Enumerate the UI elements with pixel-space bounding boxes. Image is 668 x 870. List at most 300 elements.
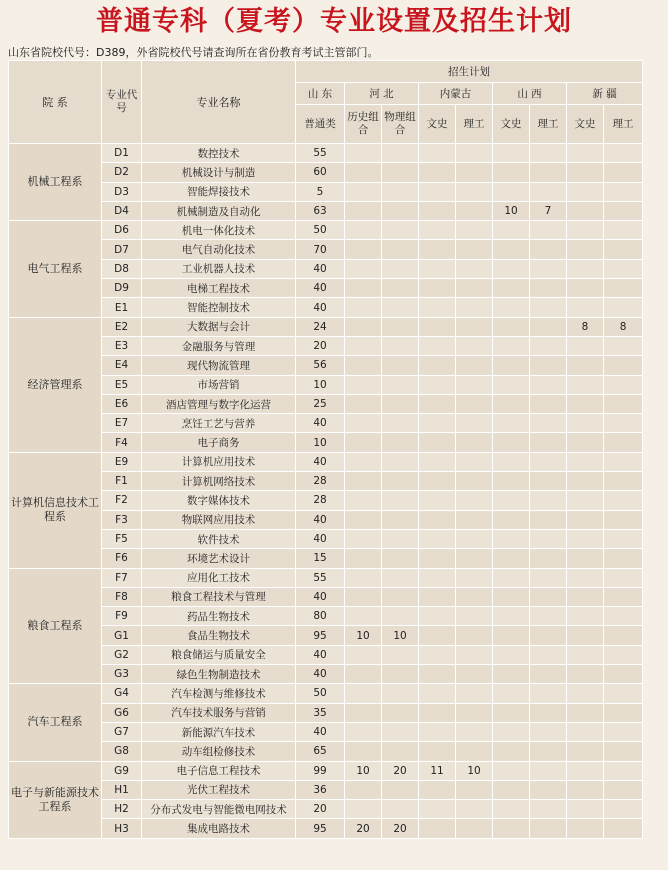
quota-cell [419, 414, 456, 433]
quota-cell [456, 722, 493, 741]
quota-cell [567, 452, 604, 471]
quota-cell [567, 375, 604, 394]
header-province: 山 东 [296, 83, 345, 105]
quota-cell [567, 780, 604, 799]
quota-cell [493, 626, 530, 645]
quota-cell: 50 [296, 684, 345, 703]
quota-cell [604, 452, 643, 471]
major-name-cell: 环境艺术设计 [142, 549, 296, 568]
quota-cell [345, 800, 382, 819]
quota-cell [530, 452, 567, 471]
quota-cell [604, 336, 643, 355]
major-code-cell: F6 [102, 549, 142, 568]
major-name-cell: 集成电路技术 [142, 819, 296, 838]
quota-cell [345, 259, 382, 278]
quota-cell [456, 800, 493, 819]
quota-cell [419, 356, 456, 375]
quota-cell [530, 742, 567, 761]
major-name-cell: 应用化工技术 [142, 568, 296, 587]
quota-cell [604, 819, 643, 838]
quota-cell [419, 800, 456, 819]
major-code-cell: H3 [102, 819, 142, 838]
quota-cell [382, 549, 419, 568]
quota-cell [604, 607, 643, 626]
quota-cell [530, 144, 567, 163]
quota-cell [530, 722, 567, 741]
quota-cell: 36 [296, 780, 345, 799]
quota-cell: 40 [296, 645, 345, 664]
quota-cell [493, 529, 530, 548]
quota-cell [530, 800, 567, 819]
quota-cell [530, 279, 567, 298]
header-name: 专业名称 [142, 61, 296, 144]
quota-cell [419, 819, 456, 838]
major-code-cell: G8 [102, 742, 142, 761]
quota-cell [345, 510, 382, 529]
quota-cell [604, 240, 643, 259]
major-code-cell: E4 [102, 356, 142, 375]
quota-cell: 24 [296, 317, 345, 336]
quota-cell [345, 144, 382, 163]
quota-cell [382, 645, 419, 664]
quota-cell [493, 491, 530, 510]
table-row [9, 568, 643, 587]
header-sub: 文史 [419, 105, 456, 144]
quota-cell [382, 182, 419, 201]
quota-cell [419, 491, 456, 510]
quota-cell [382, 703, 419, 722]
quota-cell [530, 163, 567, 182]
quota-cell [567, 298, 604, 317]
quota-cell: 40 [296, 279, 345, 298]
quota-cell: 10 [296, 433, 345, 452]
table-row [9, 298, 643, 317]
quota-cell [567, 433, 604, 452]
quota-cell [419, 144, 456, 163]
major-code-cell: D1 [102, 144, 142, 163]
quota-cell [493, 645, 530, 664]
department-cell: 汽车工程系 [9, 684, 102, 761]
quota-cell [419, 375, 456, 394]
major-name-cell: 汽车检测与维修技术 [142, 684, 296, 703]
quota-cell [567, 684, 604, 703]
institution-code-note: 山东省院校代号：D389，外省院校代号请查询所在省份教育考试主管部门。 [8, 46, 379, 59]
quota-cell [456, 394, 493, 413]
quota-cell [604, 800, 643, 819]
quota-cell [493, 665, 530, 684]
quota-cell: 10 [382, 626, 419, 645]
major-code-cell: H2 [102, 800, 142, 819]
table-row [9, 201, 643, 220]
quota-cell [493, 356, 530, 375]
quota-cell: 40 [296, 414, 345, 433]
quota-cell: 28 [296, 472, 345, 491]
major-code-cell: E1 [102, 298, 142, 317]
quota-cell [345, 742, 382, 761]
quota-cell [604, 259, 643, 278]
quota-cell [382, 163, 419, 182]
table-row [9, 433, 643, 452]
quota-cell [604, 472, 643, 491]
major-name-cell: 机械制造及自动化 [142, 201, 296, 220]
quota-cell [530, 356, 567, 375]
quota-cell [345, 356, 382, 375]
quota-cell [530, 645, 567, 664]
quota-cell [530, 626, 567, 645]
department-cell: 机械工程系 [9, 144, 102, 221]
quota-cell [382, 472, 419, 491]
quota-cell [530, 780, 567, 799]
quota-cell [345, 472, 382, 491]
quota-cell [604, 684, 643, 703]
major-name-cell: 大数据与会计 [142, 317, 296, 336]
table-row [9, 452, 643, 471]
quota-cell [530, 529, 567, 548]
quota-cell [567, 626, 604, 645]
quota-cell [604, 626, 643, 645]
table-row [9, 742, 643, 761]
quota-cell [419, 221, 456, 240]
major-code-cell: D7 [102, 240, 142, 259]
quota-cell [382, 722, 419, 741]
major-name-cell: 物联网应用技术 [142, 510, 296, 529]
quota-cell: 28 [296, 491, 345, 510]
quota-cell [567, 472, 604, 491]
major-code-cell: E9 [102, 452, 142, 471]
table-row [9, 394, 643, 413]
quota-cell [345, 414, 382, 433]
table-row [9, 780, 643, 799]
quota-cell [345, 317, 382, 336]
quota-cell [567, 491, 604, 510]
quota-cell [345, 665, 382, 684]
quota-cell [382, 394, 419, 413]
quota-cell [530, 549, 567, 568]
quota-cell [567, 665, 604, 684]
header-sub: 文史 [493, 105, 530, 144]
quota-cell [345, 529, 382, 548]
quota-cell [493, 279, 530, 298]
quota-cell [345, 703, 382, 722]
quota-cell [345, 279, 382, 298]
table-row [9, 587, 643, 606]
table-row [9, 336, 643, 355]
major-name-cell: 电气自动化技术 [142, 240, 296, 259]
quota-cell [382, 491, 419, 510]
quota-cell [456, 607, 493, 626]
quota-cell [456, 510, 493, 529]
quota-cell [567, 394, 604, 413]
quota-cell: 55 [296, 568, 345, 587]
quota-cell [493, 761, 530, 780]
major-name-cell: 金融服务与管理 [142, 336, 296, 355]
quota-cell [604, 394, 643, 413]
quota-cell [493, 510, 530, 529]
quota-cell [604, 221, 643, 240]
header-sub: 理工 [604, 105, 643, 144]
quota-cell [604, 529, 643, 548]
quota-cell [567, 549, 604, 568]
quota-cell [382, 221, 419, 240]
quota-cell [567, 529, 604, 548]
quota-cell [382, 144, 419, 163]
quota-cell [493, 742, 530, 761]
quota-cell [567, 645, 604, 664]
major-name-cell: 电子信息工程技术 [142, 761, 296, 780]
major-name-cell: 智能焊接技术 [142, 182, 296, 201]
quota-cell [382, 510, 419, 529]
major-name-cell: 工业机器人技术 [142, 259, 296, 278]
major-code-cell: F2 [102, 491, 142, 510]
quota-cell [604, 568, 643, 587]
quota-cell [456, 626, 493, 645]
quota-cell [456, 472, 493, 491]
quota-cell: 20 [296, 800, 345, 819]
quota-cell: 25 [296, 394, 345, 413]
quota-cell [419, 684, 456, 703]
quota-cell [419, 742, 456, 761]
major-code-cell: G9 [102, 761, 142, 780]
table-row [9, 703, 643, 722]
quota-cell: 10 [345, 761, 382, 780]
quota-cell [382, 607, 419, 626]
major-name-cell: 机电一体化技术 [142, 221, 296, 240]
quota-cell [493, 549, 530, 568]
table-row [9, 529, 643, 548]
quota-cell [604, 163, 643, 182]
quota-cell [345, 491, 382, 510]
major-code-cell: F8 [102, 587, 142, 606]
quota-cell [530, 317, 567, 336]
quota-cell: 10 [296, 375, 345, 394]
quota-cell [530, 259, 567, 278]
quota-cell: 20 [382, 819, 419, 838]
quota-cell [604, 761, 643, 780]
header-province: 河 北 [345, 83, 419, 105]
major-name-cell: 计算机网络技术 [142, 472, 296, 491]
quota-cell [567, 336, 604, 355]
quota-cell [493, 375, 530, 394]
quota-cell [345, 221, 382, 240]
quota-cell [604, 703, 643, 722]
quota-cell [382, 356, 419, 375]
quota-cell [419, 607, 456, 626]
quota-cell [493, 182, 530, 201]
table-row [9, 684, 643, 703]
quota-cell [456, 279, 493, 298]
quota-cell [456, 317, 493, 336]
quota-cell [604, 665, 643, 684]
quota-cell [382, 414, 419, 433]
quota-cell: 95 [296, 819, 345, 838]
table-row [9, 356, 643, 375]
quota-cell [419, 317, 456, 336]
quota-cell [530, 587, 567, 606]
quota-cell [567, 568, 604, 587]
quota-cell [419, 433, 456, 452]
quota-cell [493, 414, 530, 433]
quota-cell [419, 703, 456, 722]
major-code-cell: E5 [102, 375, 142, 394]
quota-cell [604, 510, 643, 529]
quota-cell [567, 703, 604, 722]
table-row [9, 800, 643, 819]
quota-cell [530, 433, 567, 452]
quota-cell [382, 742, 419, 761]
quota-cell: 40 [296, 298, 345, 317]
quota-cell [604, 587, 643, 606]
quota-cell [493, 144, 530, 163]
quota-cell [567, 819, 604, 838]
quota-cell [567, 800, 604, 819]
quota-cell [530, 472, 567, 491]
quota-cell [530, 665, 567, 684]
quota-cell [345, 240, 382, 259]
quota-cell [345, 780, 382, 799]
quota-cell [456, 684, 493, 703]
table-row [9, 221, 643, 240]
quota-cell [382, 800, 419, 819]
major-name-cell: 粮食工程技术与管理 [142, 587, 296, 606]
quota-cell [567, 182, 604, 201]
quota-cell [493, 298, 530, 317]
quota-cell [382, 684, 419, 703]
major-name-cell: 现代物流管理 [142, 356, 296, 375]
quota-cell [419, 279, 456, 298]
major-name-cell: 市场营销 [142, 375, 296, 394]
quota-cell: 55 [296, 144, 345, 163]
major-code-cell: D2 [102, 163, 142, 182]
quota-cell [382, 298, 419, 317]
table-row [9, 549, 643, 568]
quota-cell [456, 182, 493, 201]
quota-cell [345, 298, 382, 317]
major-code-cell: G7 [102, 722, 142, 741]
quota-cell [456, 221, 493, 240]
major-code-cell: D8 [102, 259, 142, 278]
major-name-cell: 智能控制技术 [142, 298, 296, 317]
quota-cell [530, 240, 567, 259]
quota-cell: 70 [296, 240, 345, 259]
table-row [9, 665, 643, 684]
quota-cell [345, 394, 382, 413]
major-name-cell: 计算机应用技术 [142, 452, 296, 471]
major-code-cell: G1 [102, 626, 142, 645]
quota-cell: 20 [382, 761, 419, 780]
quota-cell [604, 780, 643, 799]
quota-cell [567, 761, 604, 780]
quota-cell [345, 607, 382, 626]
quota-cell [567, 240, 604, 259]
quota-cell: 40 [296, 665, 345, 684]
quota-cell: 50 [296, 221, 345, 240]
quota-cell [530, 684, 567, 703]
department-cell: 粮食工程系 [9, 568, 102, 684]
quota-cell [456, 491, 493, 510]
quota-cell [567, 607, 604, 626]
quota-cell: 35 [296, 703, 345, 722]
quota-cell [567, 587, 604, 606]
quota-cell [345, 375, 382, 394]
quota-cell: 20 [296, 336, 345, 355]
quota-cell [456, 336, 493, 355]
quota-cell [604, 414, 643, 433]
quota-cell [419, 587, 456, 606]
quota-cell: 10 [456, 761, 493, 780]
quota-cell [382, 529, 419, 548]
quota-cell: 10 [345, 626, 382, 645]
quota-cell [345, 568, 382, 587]
quota-cell [456, 780, 493, 799]
major-code-cell: F7 [102, 568, 142, 587]
table-row [9, 259, 643, 278]
quota-cell [456, 201, 493, 220]
quota-cell [419, 529, 456, 548]
quota-cell [345, 587, 382, 606]
quota-cell [567, 201, 604, 220]
quota-cell [604, 375, 643, 394]
quota-cell [493, 722, 530, 741]
quota-cell [382, 240, 419, 259]
major-code-cell: F3 [102, 510, 142, 529]
quota-cell [345, 182, 382, 201]
quota-cell [604, 298, 643, 317]
quota-cell [567, 221, 604, 240]
quota-cell [567, 510, 604, 529]
quota-cell [456, 259, 493, 278]
major-name-cell: 粮食储运与质量安全 [142, 645, 296, 664]
quota-cell: 40 [296, 452, 345, 471]
major-code-cell: D6 [102, 221, 142, 240]
quota-cell [456, 356, 493, 375]
quota-cell [530, 510, 567, 529]
header-sub: 物理组合 [382, 105, 419, 144]
major-name-cell: 食品生物技术 [142, 626, 296, 645]
major-name-cell: 数控技术 [142, 144, 296, 163]
table-row [9, 317, 643, 336]
quota-cell [567, 144, 604, 163]
quota-cell: 40 [296, 510, 345, 529]
quota-cell [493, 163, 530, 182]
major-code-cell: G4 [102, 684, 142, 703]
quota-cell [456, 568, 493, 587]
quota-cell [419, 722, 456, 741]
header-dept: 院 系 [9, 61, 102, 144]
quota-cell [419, 259, 456, 278]
quota-cell [419, 626, 456, 645]
quota-cell [530, 394, 567, 413]
quota-cell [530, 819, 567, 838]
table-row [9, 491, 643, 510]
major-name-cell: 绿色生物制造技术 [142, 665, 296, 684]
quota-cell [345, 684, 382, 703]
major-code-cell: F5 [102, 529, 142, 548]
quota-cell [419, 510, 456, 529]
quota-cell [419, 298, 456, 317]
quota-cell [493, 703, 530, 722]
quota-cell [530, 607, 567, 626]
table-row [9, 279, 643, 298]
header-sub: 历史组合 [345, 105, 382, 144]
quota-cell [493, 780, 530, 799]
major-code-cell: D4 [102, 201, 142, 220]
quota-cell [456, 742, 493, 761]
quota-cell: 65 [296, 742, 345, 761]
major-code-cell: F4 [102, 433, 142, 452]
major-code-cell: D3 [102, 182, 142, 201]
header-sub: 普通类 [296, 105, 345, 144]
table-row [9, 240, 643, 259]
